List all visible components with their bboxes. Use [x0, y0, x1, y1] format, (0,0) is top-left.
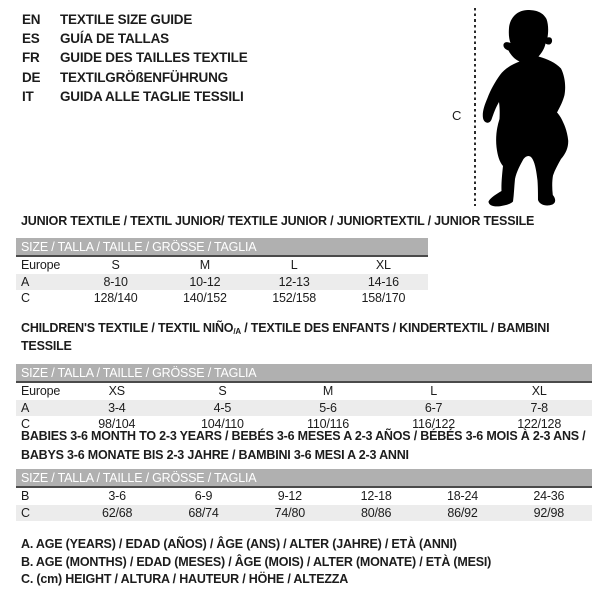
cell: M — [322, 384, 334, 399]
cell: 8-10 — [71, 274, 160, 291]
cell: 68/74 — [160, 505, 246, 522]
table-row-age — [16, 274, 428, 291]
size-header-row — [16, 469, 592, 487]
cell: S — [218, 384, 227, 399]
cell: 7-8 — [486, 400, 592, 417]
cell: 80/86 — [333, 505, 419, 522]
lang-code: ES — [22, 31, 40, 47]
row-label: Europe — [21, 384, 61, 399]
height-measure-dotted-line — [474, 8, 476, 206]
children-section — [16, 321, 600, 433]
size-header-row — [16, 364, 592, 382]
cell: 128/140 — [93, 291, 138, 306]
row-label: C — [16, 505, 74, 522]
cell: 3-4 — [64, 400, 170, 417]
babies-section — [16, 427, 592, 521]
lang-text: GUÍA DE TALLAS — [60, 31, 169, 47]
cell: 158/170 — [361, 291, 406, 306]
cell: XL — [531, 384, 547, 399]
cell: 24-36 — [533, 489, 565, 504]
legend — [21, 536, 491, 589]
row-label: C — [21, 291, 30, 306]
size-header-label: SIZE / TALLA / TAILLE / GRÖSSE / TAGLIA — [16, 364, 592, 382]
lang-code: DE — [22, 69, 41, 85]
cell: 152/158 — [272, 291, 317, 306]
row-label: A — [16, 274, 71, 291]
toddler-silhouette-icon — [481, 6, 581, 208]
cell: 92/98 — [506, 505, 592, 522]
title-part: / TEXTILE DES ENFANTS / KINDERTEXTIL / BAMBINI TESSILE — [21, 321, 550, 353]
cell: 86/92 — [419, 505, 505, 522]
cell: XS — [108, 384, 125, 399]
row-label: C — [21, 417, 30, 432]
row-label: B — [21, 489, 30, 504]
cell: 110/116 — [307, 417, 349, 432]
junior-section-title: JUNIOR TEXTILE / TEXTIL JUNIOR/ TEXTILE JUNIOR / JUNIORTEXTIL / JUNIOR TESSILE — [21, 214, 535, 228]
lang-text: TEXTILE SIZE GUIDE — [60, 12, 193, 28]
cell: 74/80 — [247, 505, 333, 522]
cell: 18-24 — [446, 489, 478, 504]
lang-row-de — [22, 68, 248, 87]
cell: L — [430, 384, 437, 399]
size-header-label: SIZE / TALLA / TAILLE / GRÖSSE / TAGLIA — [16, 469, 592, 487]
legend-line-c: C. (cm) HEIGHT / ALTURA / HAUTEUR / HÖHE / ALTEZZA — [21, 572, 349, 586]
cell: S — [111, 258, 120, 273]
cell: 6-7 — [381, 400, 487, 417]
lang-row-es — [22, 29, 248, 48]
cell: M — [199, 258, 210, 273]
cell: 104/110 — [200, 417, 244, 432]
lang-code: EN — [22, 12, 41, 28]
cell: 14-16 — [339, 274, 428, 291]
junior-section — [16, 214, 534, 307]
lang-row-en — [22, 10, 248, 29]
cell: 98/104 — [98, 417, 136, 432]
cell: 62/68 — [74, 505, 160, 522]
junior-size-table — [16, 238, 428, 307]
cell: 12-18 — [360, 489, 392, 504]
babies-size-table — [16, 469, 592, 521]
table-row-europe — [16, 256, 428, 274]
language-title-list — [22, 10, 248, 106]
lang-text: GUIDE DES TAILLES TEXTILE — [60, 50, 248, 66]
size-header-label: SIZE / TALLA / TAILLE / GRÖSSE / TAGLIA — [16, 238, 428, 256]
title-part: CHILDREN'S TEXTILE / TEXTIL NIÑO — [21, 321, 234, 335]
lang-row-it — [22, 87, 248, 106]
babies-title-line1: BABIES 3-6 MONTH TO 2-3 YEARS / BEBÉS 3-6 MESES A 2-3 AÑOS / BÉBÉS 3-6 MOIS À 2-3 ANS / — [21, 429, 586, 443]
cell: 6-9 — [194, 489, 213, 504]
lang-text: GUIDA ALLE TAGLIE TESSILI — [60, 88, 244, 104]
cell: L — [290, 258, 298, 273]
table-row-europe — [16, 382, 592, 400]
lang-row-fr — [22, 48, 248, 67]
cell: 116/122 — [412, 417, 455, 432]
children-size-table — [16, 364, 592, 433]
table-row-age-months — [16, 487, 592, 505]
table-row-height — [16, 290, 428, 307]
cell: 12-13 — [250, 274, 339, 291]
row-label: Europe — [21, 258, 61, 273]
cell: 5-6 — [275, 400, 381, 417]
legend-line-a: A. AGE (YEARS) / EDAD (AÑOS) / ÂGE (ANS) / ALTER (JAHRE) / ETÀ (ANNI) — [21, 537, 457, 551]
table-row-age — [16, 400, 592, 417]
children-section-title — [16, 321, 600, 354]
lang-code: FR — [22, 50, 40, 66]
height-measure-label: C — [452, 108, 462, 123]
title-subscript: /A — [233, 327, 241, 336]
size-header-row — [16, 238, 428, 256]
cell: 9-12 — [277, 489, 302, 504]
legend-line-b: B. AGE (MONTHS) / EDAD (MESES) / ÂGE (MOIS) / ALTER (MONATE) / ETÀ (MESI) — [21, 554, 492, 569]
cell: 140/152 — [182, 291, 227, 306]
babies-section-title — [16, 427, 592, 465]
cell: 4-5 — [170, 400, 276, 417]
cell: 3-6 — [108, 489, 126, 504]
cell: 122/128 — [517, 417, 562, 432]
lang-code: IT — [22, 88, 34, 104]
cell: 10-12 — [160, 274, 249, 291]
babies-title-line2: BABYS 3-6 MONATE BIS 2-3 JAHRE / BAMBINI 3-6 MESI A 2-3 ANNI — [21, 448, 409, 462]
table-row-height — [16, 505, 592, 522]
lang-text: TEXTILGRÖßENFÜHRUNG — [60, 69, 228, 85]
row-label: A — [16, 400, 64, 417]
cell: XL — [375, 258, 391, 273]
